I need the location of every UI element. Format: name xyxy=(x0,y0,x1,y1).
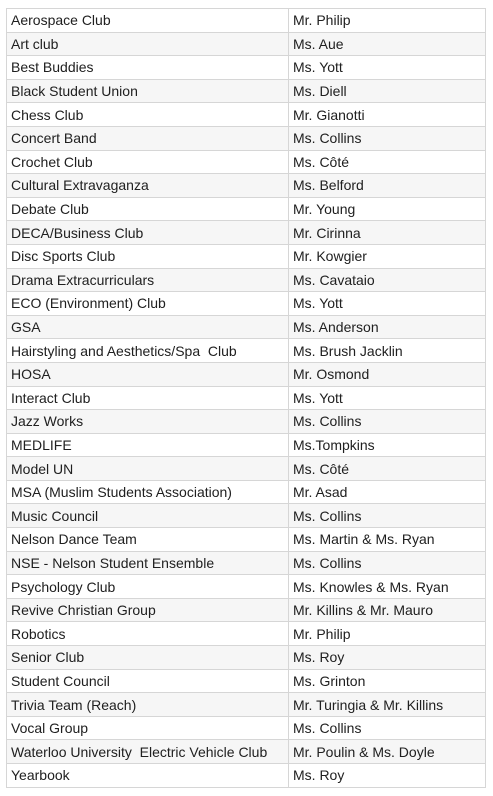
advisor-cell[interactable]: Ms. Collins xyxy=(289,716,486,740)
advisor-cell[interactable]: Ms. Grinton xyxy=(289,669,486,693)
table-row xyxy=(7,292,486,316)
advisor-cell[interactable]: Mr. Osmond xyxy=(289,362,486,386)
club-name-cell[interactable]: Robotics xyxy=(7,622,289,646)
club-name-cell[interactable]: Concert Band xyxy=(7,126,289,150)
clubs-sheet xyxy=(6,8,486,788)
table-row xyxy=(7,716,486,740)
club-name-cell[interactable]: Senior Club xyxy=(7,646,289,670)
table-row xyxy=(7,221,486,245)
table-row xyxy=(7,646,486,670)
club-name-cell[interactable]: Student Council xyxy=(7,669,289,693)
table-row xyxy=(7,339,486,363)
advisor-cell[interactable]: Ms. Collins xyxy=(289,504,486,528)
clubs-table xyxy=(6,8,486,788)
table-row xyxy=(7,410,486,434)
advisor-cell[interactable]: Ms. Collins xyxy=(289,126,486,150)
table-row xyxy=(7,575,486,599)
advisor-cell[interactable]: Mr. Young xyxy=(289,197,486,221)
advisor-cell[interactable]: Ms. Côté xyxy=(289,150,486,174)
club-name-cell[interactable]: DECA/Business Club xyxy=(7,221,289,245)
table-row xyxy=(7,669,486,693)
table-row xyxy=(7,9,486,33)
advisor-cell[interactable]: Ms.Tompkins xyxy=(289,433,486,457)
table-row xyxy=(7,740,486,764)
table-row xyxy=(7,551,486,575)
club-name-cell[interactable]: Jazz Works xyxy=(7,410,289,434)
advisor-cell[interactable]: Ms. Belford xyxy=(289,174,486,198)
club-name-cell[interactable]: Art club xyxy=(7,32,289,56)
club-name-cell[interactable]: Interact Club xyxy=(7,386,289,410)
advisor-cell[interactable]: Ms. Collins xyxy=(289,410,486,434)
table-row xyxy=(7,433,486,457)
club-name-cell[interactable]: Chess Club xyxy=(7,103,289,127)
advisor-cell[interactable]: Ms. Roy xyxy=(289,646,486,670)
table-row xyxy=(7,197,486,221)
table-row xyxy=(7,386,486,410)
table-row xyxy=(7,126,486,150)
table-row xyxy=(7,150,486,174)
advisor-cell[interactable]: Mr. Turingia & Mr. Killins xyxy=(289,693,486,717)
advisor-cell[interactable]: Mr. Killins & Mr. Mauro xyxy=(289,598,486,622)
club-name-cell[interactable]: Aerospace Club xyxy=(7,9,289,33)
club-name-cell[interactable]: ECO (Environment) Club xyxy=(7,292,289,316)
advisor-cell[interactable]: Ms. Knowles & Ms. Ryan xyxy=(289,575,486,599)
table-row xyxy=(7,315,486,339)
table-row xyxy=(7,103,486,127)
club-name-cell[interactable]: NSE - Nelson Student Ensemble xyxy=(7,551,289,575)
table-row xyxy=(7,268,486,292)
club-name-cell[interactable]: Hairstyling and Aesthetics/Spa Club xyxy=(7,339,289,363)
club-name-cell[interactable]: Vocal Group xyxy=(7,716,289,740)
advisor-cell[interactable]: Mr. Gianotti xyxy=(289,103,486,127)
club-name-cell[interactable]: GSA xyxy=(7,315,289,339)
club-name-cell[interactable]: Nelson Dance Team xyxy=(7,528,289,552)
club-name-cell[interactable]: Debate Club xyxy=(7,197,289,221)
table-row xyxy=(7,622,486,646)
advisor-cell[interactable]: Ms. Aue xyxy=(289,32,486,56)
advisor-cell[interactable]: Ms. Collins xyxy=(289,551,486,575)
club-name-cell[interactable]: MEDLIFE xyxy=(7,433,289,457)
club-name-cell[interactable]: Model UN xyxy=(7,457,289,481)
table-row xyxy=(7,693,486,717)
club-name-cell[interactable]: Black Student Union xyxy=(7,79,289,103)
advisor-cell[interactable]: Mr. Asad xyxy=(289,480,486,504)
club-name-cell[interactable]: Waterloo University Electric Vehicle Club xyxy=(7,740,289,764)
club-name-cell[interactable]: Crochet Club xyxy=(7,150,289,174)
clubs-table-body xyxy=(7,9,486,788)
table-row xyxy=(7,244,486,268)
table-row xyxy=(7,480,486,504)
club-name-cell[interactable]: Cultural Extravaganza xyxy=(7,174,289,198)
advisor-cell[interactable]: Mr. Philip xyxy=(289,9,486,33)
advisor-cell[interactable]: Mr. Cirinna xyxy=(289,221,486,245)
table-row xyxy=(7,598,486,622)
club-name-cell[interactable]: Music Council xyxy=(7,504,289,528)
advisor-cell[interactable]: Ms. Brush Jacklin xyxy=(289,339,486,363)
advisor-cell[interactable]: Ms. Yott xyxy=(289,386,486,410)
club-name-cell[interactable]: Psychology Club xyxy=(7,575,289,599)
club-name-cell[interactable]: Best Buddies xyxy=(7,56,289,80)
club-name-cell[interactable]: Drama Extracurriculars xyxy=(7,268,289,292)
advisor-cell[interactable]: Ms. Yott xyxy=(289,56,486,80)
advisor-cell[interactable]: Ms. Yott xyxy=(289,292,486,316)
club-name-cell[interactable]: HOSA xyxy=(7,362,289,386)
table-row xyxy=(7,764,486,788)
advisor-cell[interactable]: Ms. Roy xyxy=(289,764,486,788)
table-row xyxy=(7,79,486,103)
advisor-cell[interactable]: Mr. Poulin & Ms. Doyle xyxy=(289,740,486,764)
advisor-cell[interactable]: Ms. Diell xyxy=(289,79,486,103)
club-name-cell[interactable]: Yearbook xyxy=(7,764,289,788)
advisor-cell[interactable]: Mr. Philip xyxy=(289,622,486,646)
advisor-cell[interactable]: Ms. Martin & Ms. Ryan xyxy=(289,528,486,552)
table-row xyxy=(7,174,486,198)
table-row xyxy=(7,504,486,528)
advisor-cell[interactable]: Ms. Cavataio xyxy=(289,268,486,292)
advisor-cell[interactable]: Mr. Kowgier xyxy=(289,244,486,268)
table-row xyxy=(7,362,486,386)
table-row xyxy=(7,528,486,552)
table-row xyxy=(7,457,486,481)
table-row xyxy=(7,56,486,80)
club-name-cell[interactable]: MSA (Muslim Students Association) xyxy=(7,480,289,504)
advisor-cell[interactable]: Ms. Côté xyxy=(289,457,486,481)
club-name-cell[interactable]: Revive Christian Group xyxy=(7,598,289,622)
club-name-cell[interactable]: Disc Sports Club xyxy=(7,244,289,268)
table-row xyxy=(7,32,486,56)
club-name-cell[interactable]: Trivia Team (Reach) xyxy=(7,693,289,717)
advisor-cell[interactable]: Ms. Anderson xyxy=(289,315,486,339)
